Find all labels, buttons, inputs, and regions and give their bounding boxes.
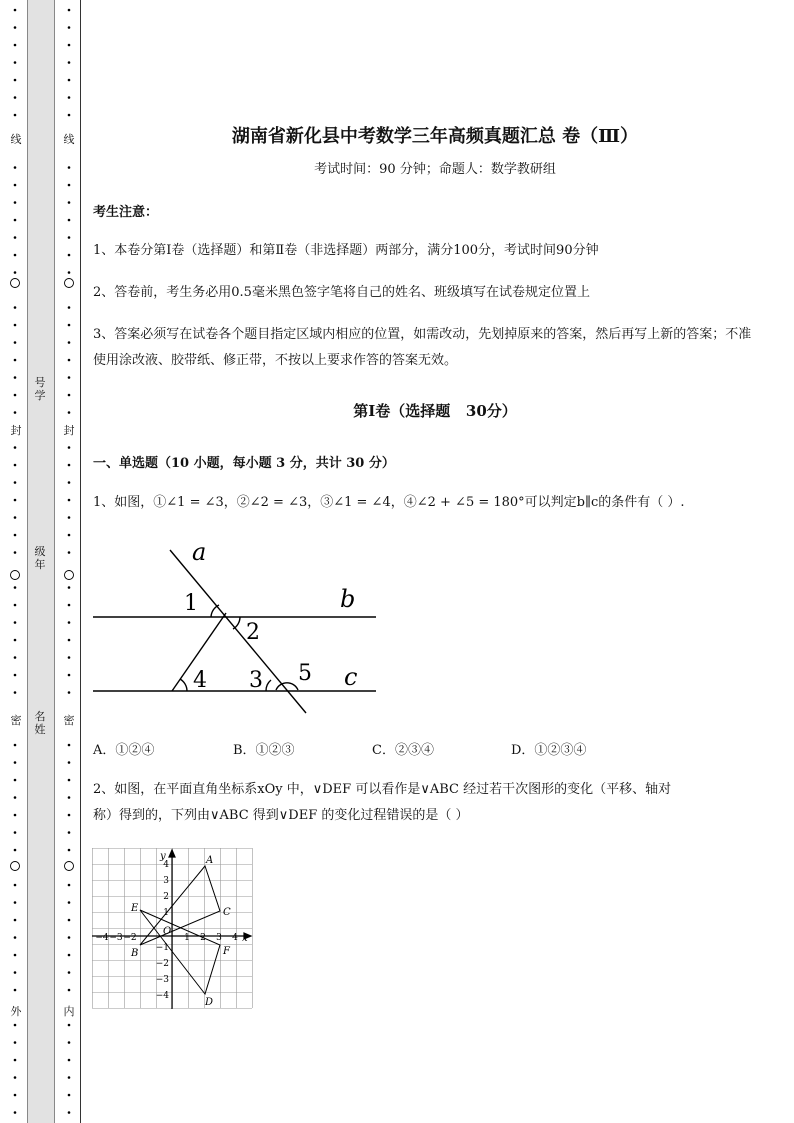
binding-dot — [14, 534, 17, 537]
binding-dot — [68, 744, 71, 747]
binding-dot — [14, 324, 17, 327]
point-label-c: C — [223, 907, 231, 918]
binding-dot — [14, 656, 17, 659]
binding-dot — [14, 989, 17, 992]
label-angle-3: 3 — [249, 668, 263, 693]
binding-dot — [68, 761, 71, 764]
binding-dot — [14, 464, 17, 467]
binding-dot — [68, 359, 71, 362]
inner-label-xian: 线 — [63, 133, 75, 146]
binding-dot — [68, 44, 71, 47]
binding-cut-line — [80, 0, 81, 1123]
binding-dot — [68, 796, 71, 799]
y-tick-label: 4 — [163, 860, 169, 870]
binding-dot — [68, 306, 71, 309]
binding-dot — [14, 849, 17, 852]
binding-dot — [68, 394, 71, 397]
binding-dot — [68, 499, 71, 502]
note-item-3: 3、答案必须写在试卷各个题目指定区域内相应的位置，如需改动，先划掉原来的答案，然后再写上新的答案；不准使用涂改液、胶带纸、修正带，不按以上要求作答的答案无效。 — [93, 327, 752, 368]
binding-dot — [14, 1111, 17, 1114]
binding-circle-mark — [65, 862, 74, 871]
binding-dot — [14, 79, 17, 82]
binding-dot — [68, 219, 71, 222]
binding-dot — [14, 96, 17, 99]
binding-dot — [14, 446, 17, 449]
binding-dot — [68, 919, 71, 922]
question-2-coordinate-figure — [92, 848, 254, 1010]
binding-dot — [14, 359, 17, 362]
question-2-stem-line-1: 2、如图，在平面直角坐标系xOy 中，∨DEF 可以看作是∨ABC 经过若干次图形的变化（平移、轴对 — [93, 782, 672, 797]
label-angle-4: 4 — [193, 668, 207, 693]
binding-dot — [68, 1076, 71, 1079]
binding-dot — [14, 499, 17, 502]
y-tick-label: 1 — [163, 908, 169, 918]
binding-circle-mark — [11, 862, 20, 871]
binding-dot — [68, 936, 71, 939]
binding-dot — [68, 1041, 71, 1044]
angle-5-arc — [276, 683, 298, 690]
y-tick-label: −1 — [155, 943, 169, 953]
label-angle-2: 2 — [246, 620, 260, 645]
binding-dot — [14, 779, 17, 782]
binding-circle-mark — [11, 279, 20, 288]
angle-4-arc — [180, 679, 187, 691]
binding-dot — [68, 551, 71, 554]
binding-dot — [14, 26, 17, 29]
binding-dot — [14, 411, 17, 414]
binding-dot — [68, 831, 71, 834]
binding-dot — [14, 271, 17, 274]
binding-dot — [68, 814, 71, 817]
triangle-def — [140, 910, 220, 994]
binding-dot — [14, 954, 17, 957]
binding-dot — [68, 1059, 71, 1062]
binding-dot — [68, 464, 71, 467]
binding-dot — [68, 1024, 71, 1027]
point-label-f: F — [223, 946, 230, 957]
binding-dot — [14, 341, 17, 344]
outer-label-mi: 密 — [10, 714, 22, 727]
binding-dot — [14, 219, 17, 222]
label-angle-5: 5 — [298, 661, 312, 686]
binding-dot — [14, 901, 17, 904]
inner-label-feng: 封 — [63, 424, 75, 437]
question-1-option-b: B．①②③ — [233, 743, 295, 758]
point-label-b: B — [131, 948, 139, 959]
binding-dot — [68, 534, 71, 537]
binding-dot — [68, 96, 71, 99]
binding-dot — [68, 516, 71, 519]
binding-dot — [14, 1094, 17, 1097]
binding-dot — [14, 9, 17, 12]
binding-dot — [68, 324, 71, 327]
point-label-d: D — [205, 997, 214, 1008]
binding-dot — [14, 604, 17, 607]
binding-dot — [68, 184, 71, 187]
question-1-option-d: D．①②③④ — [511, 743, 587, 758]
binding-circle-mark — [65, 279, 74, 288]
binding-dot — [14, 236, 17, 239]
outer-label-feng: 封 — [10, 424, 22, 437]
label-angle-1: 1 — [184, 591, 198, 616]
binding-dot — [14, 201, 17, 204]
binding-dot — [14, 1041, 17, 1044]
question-1-stem: 1、如图，①∠1 = ∠3，②∠2 = ∠3，③∠1 = ∠4，④∠2 + ∠5 = 180°可以判定b∥c的条件有（ ）. — [93, 495, 685, 510]
binding-dot — [68, 446, 71, 449]
outer-label-wai: 外 — [10, 1005, 22, 1018]
binding-dot — [68, 1094, 71, 1097]
question-1-option-c: C．②③④ — [372, 743, 434, 758]
binding-dot — [68, 656, 71, 659]
exam-subtitle: 考试时间：90 分钟；命题人：数学教研组 — [314, 162, 556, 177]
binding-dot — [14, 254, 17, 257]
label-b: b — [340, 585, 356, 613]
x-tick-label: 2 — [200, 933, 206, 943]
question-2-stem-line-2: 称）得到的，下列由∨ABC 得到∨DEF 的变化过程错误的是（ ） — [93, 808, 469, 823]
question-1-figure — [88, 535, 388, 725]
binding-dot — [14, 831, 17, 834]
binding-dot — [14, 971, 17, 974]
binding-dot — [14, 1024, 17, 1027]
binding-dot — [68, 271, 71, 274]
binding-dot — [14, 394, 17, 397]
binding-dot — [68, 621, 71, 624]
name-field-label: 名姓 — [34, 710, 46, 736]
binding-dot — [68, 971, 71, 974]
binding-dot — [14, 1059, 17, 1062]
binding-dot — [68, 61, 71, 64]
y-tick-label: −4 — [155, 991, 169, 1001]
origin-label: O — [163, 926, 172, 937]
triangle-abc — [140, 866, 220, 945]
binding-dot — [68, 411, 71, 414]
binding-dot — [14, 166, 17, 169]
x-tick-label: −4 — [95, 933, 109, 943]
binding-dot — [14, 516, 17, 519]
binding-dot — [14, 586, 17, 589]
binding-circle-mark — [11, 571, 20, 580]
binding-dot — [14, 114, 17, 117]
binding-dot — [14, 61, 17, 64]
x-tick-label: 3 — [216, 933, 222, 943]
binding-dot — [68, 691, 71, 694]
binding-dot — [68, 481, 71, 484]
binding-dot — [68, 254, 71, 257]
notes-heading: 考生注意： — [93, 205, 159, 220]
binding-dot — [68, 201, 71, 204]
student-id-field-label: 号学 — [34, 376, 46, 402]
binding-circle-mark — [65, 571, 74, 580]
x-tick-label: −3 — [109, 933, 123, 943]
binding-dot — [14, 639, 17, 642]
x-tick-label: 1 — [184, 933, 190, 943]
label-a: a — [192, 538, 207, 566]
point-label-a: A — [206, 855, 214, 866]
y-axis-arrow — [169, 850, 175, 857]
axis-label-y: y — [160, 851, 166, 862]
note-item-2: 2、答卷前，考生务必用0.5毫米黑色签字笔将自己的姓名、班级填写在试卷规定位置上 — [93, 285, 590, 300]
label-c: c — [344, 663, 358, 691]
exam-title: 湖南省新化县中考数学三年高频真题汇总 卷（Ⅲ） — [231, 126, 639, 147]
binding-dot — [68, 376, 71, 379]
binding-dot — [68, 79, 71, 82]
binding-dot — [68, 901, 71, 904]
x-tick-label: 4 — [232, 933, 238, 943]
y-tick-label: 2 — [163, 892, 169, 902]
binding-dot — [14, 376, 17, 379]
binding-dot — [68, 26, 71, 29]
binding-margin — [0, 0, 82, 1123]
binding-dot — [68, 849, 71, 852]
binding-dot — [14, 796, 17, 799]
outer-label-xian: 线 — [10, 133, 22, 146]
binding-dot — [14, 551, 17, 554]
binding-dot — [14, 481, 17, 484]
binding-dot — [68, 954, 71, 957]
angle-3-arc — [266, 680, 271, 691]
binding-dot — [68, 166, 71, 169]
binding-dot — [14, 306, 17, 309]
binding-dot — [14, 1076, 17, 1079]
inner-label-mi: 密 — [63, 714, 75, 727]
binding-dot — [68, 114, 71, 117]
section-title: 第Ⅰ卷（选择题 30分） — [353, 402, 517, 420]
part-title: 一、单选题（10 小题，每小题 3 分，共计 30 分） — [93, 456, 395, 471]
note-item-1: 1、本卷分第Ⅰ卷（选择题）和第Ⅱ卷（非选择题）两部分，满分100分，考试时间90分钟 — [93, 243, 599, 258]
binding-dot — [68, 884, 71, 887]
binding-dot — [14, 691, 17, 694]
point-label-e: E — [131, 903, 139, 914]
binding-dot — [68, 674, 71, 677]
binding-dot — [14, 919, 17, 922]
question-1-option-a: A．①②④ — [93, 743, 155, 758]
binding-dot — [68, 341, 71, 344]
inner-label-nei: 内 — [63, 1005, 75, 1018]
binding-dot — [14, 814, 17, 817]
y-tick-label: −2 — [155, 959, 169, 969]
binding-dot — [14, 184, 17, 187]
binding-dot — [14, 44, 17, 47]
binding-dot — [14, 674, 17, 677]
binding-dot — [14, 621, 17, 624]
binding-dot — [14, 884, 17, 887]
binding-dot — [68, 1111, 71, 1114]
binding-dot — [14, 744, 17, 747]
binding-dot — [68, 9, 71, 12]
binding-dot — [14, 936, 17, 939]
y-tick-label: 3 — [163, 876, 169, 886]
axis-label-x: x — [242, 933, 248, 944]
binding-dot — [68, 604, 71, 607]
binding-dot — [68, 989, 71, 992]
grade-field-label: 级年 — [34, 545, 46, 571]
x-tick-label: −2 — [123, 933, 137, 943]
binding-dot — [14, 761, 17, 764]
y-tick-label: −3 — [155, 975, 169, 985]
binding-dot — [68, 236, 71, 239]
binding-dot — [68, 639, 71, 642]
binding-dot — [68, 586, 71, 589]
binding-dot — [68, 779, 71, 782]
transversal-a — [170, 550, 306, 713]
